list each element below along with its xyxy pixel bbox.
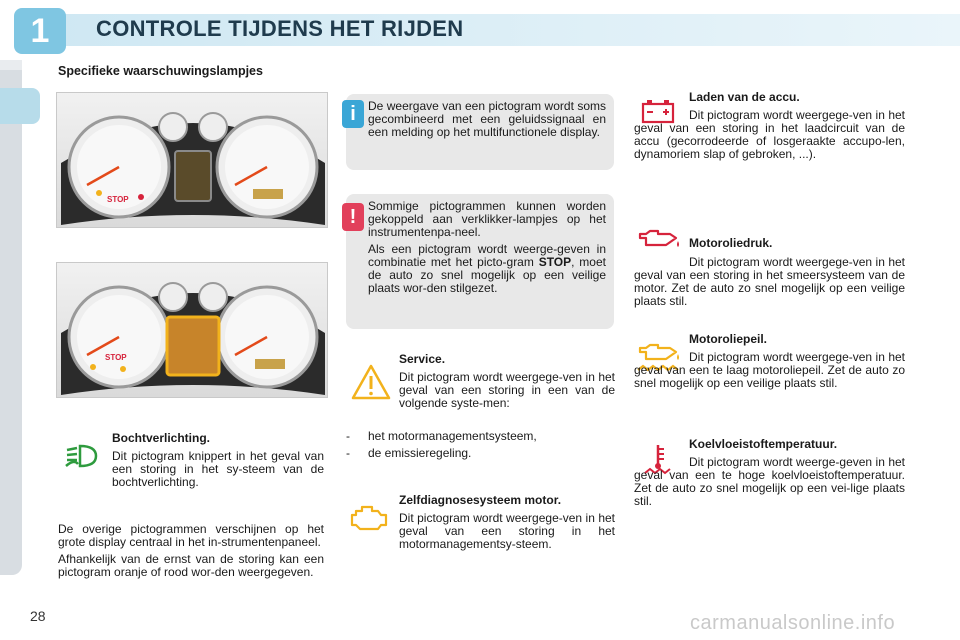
battery-text: Dit pictogram wordt weergege-ven in het geval van een storing in het laadcircuit van de accu (gecorrodeerde of losgeraakte accupo-len, dynamoriem slap of gebroken, ...). bbox=[634, 108, 905, 161]
other-icons-section bbox=[58, 523, 324, 579]
engine-diagnosis-icon bbox=[348, 503, 390, 533]
other-icons-p1: De overige pictogrammen verschijnen op het grote display centraal in het in-strumentenpaneel. bbox=[58, 522, 324, 549]
side-tab-active[interactable] bbox=[0, 88, 40, 124]
oil-level-text: Dit pictogram wordt weergege-ven in het geval van een te laag motoroliepeil. Zet de auto zo snel mogelijk op een veilige plaats stil. bbox=[634, 350, 905, 390]
instrument-cluster-graphic bbox=[57, 93, 329, 229]
service-text: Dit pictogram wordt weergege-ven in het geval van een storing in een van de volgende syste-men: bbox=[399, 370, 615, 410]
service-list-item: - de emissieregeling. bbox=[346, 446, 472, 460]
info-note-text: De weergave van een pictogram wordt soms gecombineerd met een geluidssignaal en een melding op het multifunctionele display. bbox=[368, 99, 606, 139]
cornering-light-section bbox=[112, 432, 324, 489]
chapter-number: 1 bbox=[30, 12, 50, 50]
warning-note-p2: Als een pictogram wordt weerge-geven in combinatie met het picto-gram STOP, moet de auto zo snel mogelijk op een veilige plaats wor-den stilgezet. bbox=[368, 242, 606, 295]
cornering-light-text: Dit pictogram knippert in het geval van een storing in het sy-steem van de bochtverlichting. bbox=[112, 449, 324, 489]
page-title: CONTROLE TIJDENS HET RIJDEN bbox=[96, 16, 464, 41]
coolant-title: Koelvloeistoftemperatuur. bbox=[689, 437, 838, 451]
engine-diagnosis-text: Dit pictogram wordt weergege-ven in het geval van een storing in het motormanagementsy-steem. bbox=[399, 511, 615, 551]
oil-level-title: Motoroliepeil. bbox=[689, 332, 767, 346]
battery-section-head bbox=[689, 91, 905, 109]
oil-pressure-title: Motoroliedruk. bbox=[689, 236, 773, 250]
warning-note-p1: Sommige pictogrammen kunnen worden gekoppeld aan verklikker-lampjes op het instrumentenpa-neel. bbox=[368, 199, 606, 239]
engine-diagnosis-title: Zelfdiagnosesysteem motor. bbox=[399, 493, 562, 507]
cornering-light-icon bbox=[64, 443, 100, 469]
engine-diagnosis-section bbox=[399, 494, 615, 551]
dash1-stop-readout: STOP bbox=[107, 195, 129, 204]
battery-title: Laden van de accu. bbox=[689, 90, 800, 104]
page-number: 28 bbox=[30, 608, 46, 624]
oil-pressure-section-head bbox=[689, 237, 905, 255]
dashboard-illustration-1 bbox=[56, 92, 328, 228]
warning-note-box bbox=[346, 194, 614, 329]
service-title: Service. bbox=[399, 352, 446, 366]
section-subtitle: Specifieke waarschuwingslampjes bbox=[58, 64, 263, 78]
instrument-cluster-graphic bbox=[57, 263, 329, 399]
info-note-box bbox=[346, 94, 614, 170]
warning-exclamation-icon: ! bbox=[342, 203, 364, 231]
stop-keyword: STOP bbox=[538, 255, 572, 269]
oil-pressure-icon bbox=[636, 225, 682, 251]
oil-pressure-text: Dit pictogram wordt weergege-ven in het geval van een storing in het smeersysteem van de motor. Zet de auto zo snel mogelijk op een veilige plaats stil. bbox=[634, 255, 905, 308]
service-list-item: - het motormanagementsysteem, bbox=[346, 429, 537, 443]
info-icon: i bbox=[342, 100, 364, 128]
watermark: carmanualsonline.info bbox=[690, 612, 896, 634]
coolant-text: Dit pictogram wordt weerge-geven in het geval van een te hoge koelvloeistoftemperatuur. Zet de auto zo snel mogelijk op een vei-lige plaats stil. bbox=[634, 455, 905, 508]
service-warning-icon bbox=[350, 363, 392, 401]
service-section bbox=[399, 353, 615, 410]
cornering-light-title: Bochtverlichting. bbox=[112, 431, 211, 445]
coolant-section-head bbox=[689, 438, 905, 456]
oil-level-section-head bbox=[689, 333, 905, 351]
side-tab-strip bbox=[0, 70, 22, 575]
other-icons-p2: Afhankelijk van de ernst van de storing kan een pictogram oranje of rood wor-den weergegeven. bbox=[58, 552, 324, 579]
dash2-stop-readout: STOP bbox=[105, 353, 127, 362]
dashboard-illustration-2 bbox=[56, 262, 328, 398]
